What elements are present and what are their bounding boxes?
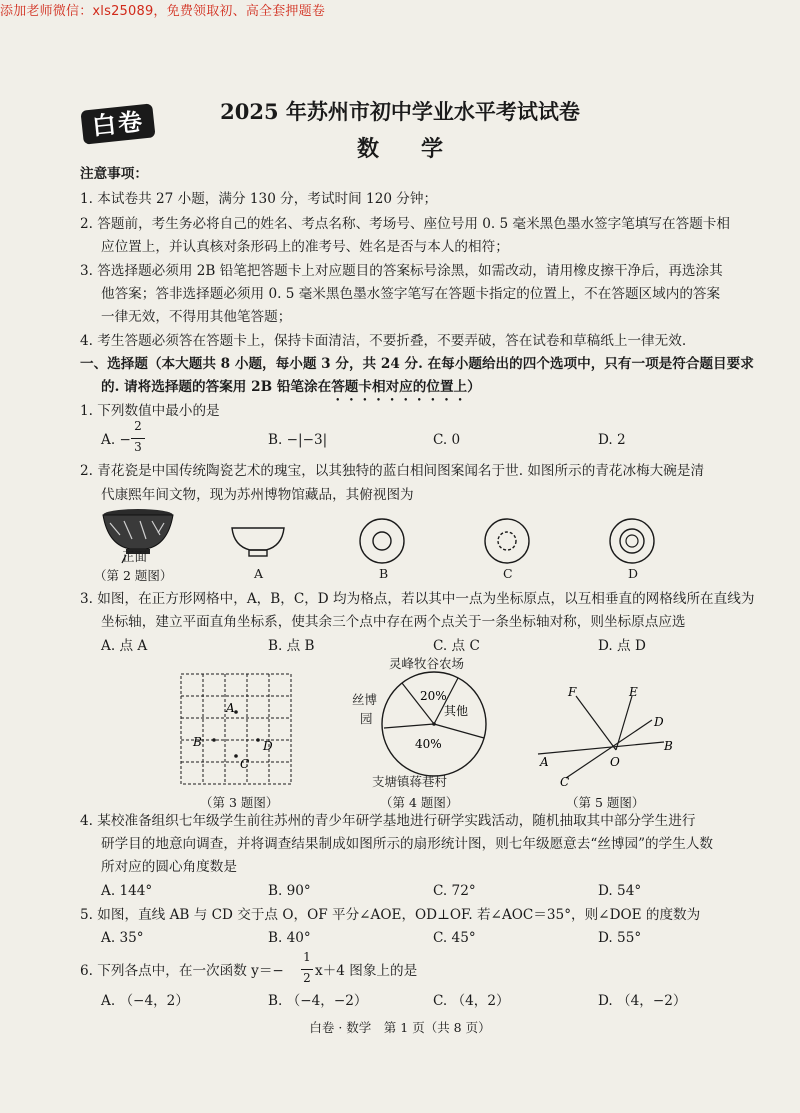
q4-stem: 研学目的地意向调查，并将调查结果制成如图所示的扇形统计图，则七年级愿意去“丝博园”的学生人数 (101, 836, 714, 852)
q4-option-d: D. 54° (598, 883, 642, 899)
bowl-side-foot (249, 550, 267, 556)
q4-stem: 所对应的圆心角度数是 (101, 859, 237, 875)
q2-stem: 2. 青花瓷是中国传统陶瓷艺术的瑰宝，以其独特的蓝白相间图案闻名于世. 如图所示的青花冰梅大碗是清 (80, 463, 705, 479)
view-a-drawing (228, 522, 288, 562)
q2-figure-caption: （第 2 题图） (94, 568, 173, 583)
exam-subject: 数学 (356, 136, 485, 162)
point-b-label: B (664, 739, 673, 753)
grid-point-a (234, 710, 238, 714)
note-line: 他答案；答非选择题必须用 0. 5 毫米黑色墨水签字笔写在答题卡指定的位置上，不在答题区域内的答案 (101, 286, 721, 302)
view-c-drawing (482, 516, 532, 566)
pie-pct-bottom: 40% (415, 737, 442, 751)
ray-oe (616, 696, 632, 750)
pie-divider (384, 724, 434, 728)
note-line: 2. 答题前，考生务必将自己的姓名、考点名称、考场号、座位号用 0. 5 毫米黑色墨水签字笔填写在答题卡相 (80, 216, 730, 232)
q5-angle-figure (538, 685, 678, 789)
q5-figure-caption: （第 5 题图） (566, 795, 645, 810)
q5-option-c: C. 45° (433, 930, 476, 946)
q1-option-c: C. 0 (433, 432, 461, 448)
pie-label-left-2: 园 (360, 711, 373, 726)
q4-option-c: C. 72° (433, 883, 476, 899)
q1-option-b: B. −|−3| (268, 432, 328, 448)
fraction-bar (301, 969, 313, 970)
section-heading-part: ） (467, 379, 481, 395)
view-b-drawing (357, 516, 407, 566)
q2-stem: 代康熙年间文物，现为苏州博物馆藏品，其俯视图为 (101, 487, 414, 503)
q4-option-a: A. 144° (101, 883, 153, 899)
q6-option-b: B. （−4，−2） (268, 993, 368, 1009)
q5-option-b: B. 40° (268, 930, 311, 946)
grid-point-d (256, 738, 260, 742)
q6-fraction-denominator: 2 (303, 971, 311, 985)
exam-title: 2025 年苏州市初中学业水平考试试卷 (220, 99, 580, 124)
note-line: 一律无效，不得用其他笔答题； (101, 309, 292, 325)
q1-option-a-prefix: A. − (101, 432, 131, 448)
q3-option-d: D. 点 D (598, 638, 646, 654)
q3-option-b: B. 点 B (268, 638, 315, 654)
pie-label-bottom: 支塘镇蒋巷村 (372, 774, 448, 789)
page-footer: 白卷 · 数学 第 1 页（共 8 页） (309, 1020, 491, 1035)
section-heading-line2 (101, 378, 481, 404)
inner-small-circle (626, 535, 638, 547)
q6-option-d: D. （4，−2） (598, 993, 687, 1009)
q6-stem-part2: x＋4 图象上的是 (315, 963, 418, 979)
ray-of (576, 696, 616, 750)
grid-label-b: B (193, 735, 202, 749)
q3-option-a: A. 点 A (101, 638, 148, 654)
outer-circle (360, 519, 404, 563)
notes-heading: 注意事项： (80, 166, 148, 182)
bowl-body (103, 515, 173, 549)
outer-circle (485, 519, 529, 563)
q4-stem: 4. 某校准备组织七年级学生前往苏州的青少年研学基地进行研学实践活动，随机抽取其中部分学生进行 (80, 813, 696, 829)
point-a-label: A (540, 755, 549, 769)
pie-label-right: 其他 (444, 704, 469, 718)
grid-label-d: D (263, 739, 273, 753)
grid-point-b (212, 738, 216, 742)
q6-fraction-numerator: 1 (303, 950, 311, 964)
watermark-text: 添加老师微信：xls25089，免费领取初、高全套押题卷 (0, 4, 326, 19)
paper-badge: 白卷 (80, 103, 155, 144)
q2-label-c: C (503, 566, 513, 581)
q3-figure-caption: （第 3 题图） (200, 795, 279, 810)
inner-circle (620, 529, 644, 553)
pie-label-left: 丝博 (352, 692, 378, 707)
point-d-label: D (654, 715, 664, 729)
point-f-label: F (568, 685, 577, 699)
note-line: 应位置上，并认真核对条形码上的准考号、姓名是否与本人的相符； (101, 239, 509, 255)
section-heading: 一、选择题（本大题共 8 小题，每小题 3 分，共 24 分. 在每小题给出的四个选项中，只有一项是符合题目要求 (80, 356, 754, 372)
q4-option-b: B. 90° (268, 883, 311, 899)
point-o-label: O (610, 755, 620, 769)
q2-label-d: D (628, 566, 639, 581)
q1-stem: 1. 下列数值中最小的是 (80, 403, 220, 419)
note-line: 1. 本试卷共 27 小题，满分 130 分，考试时间 120 分钟； (80, 191, 438, 207)
q3-stem: 坐标轴，建立平面直角坐标系，使其余三个点中存在两个点关于一条坐标轴对称，则坐标原点应选 (101, 614, 686, 630)
line-cd (566, 720, 652, 778)
grid-label-a: A (226, 701, 235, 715)
q1-option-a-numerator: 2 (134, 419, 142, 433)
inner-circle (373, 532, 391, 550)
q3-stem: 3. 如图，在正方形网格中，A，B，C，D 均为格点，若以其中一点为坐标原点，以互相垂直的网格线所在直线为 (80, 591, 755, 607)
view-d-drawing (607, 516, 657, 566)
bowl-side-outline (232, 528, 284, 550)
q1-option-d: D. 2 (598, 432, 626, 448)
inner-dashed-circle (498, 532, 516, 550)
q5-option-a: A. 35° (101, 930, 144, 946)
section-heading-part: 的. 请将选择题的答案用 2B 铅笔涂在 (101, 379, 332, 395)
q5-option-d: D. 55° (598, 930, 642, 946)
outer-circle (610, 519, 654, 563)
q4-figure-caption: （第 4 题图） (380, 795, 459, 810)
q6-option-a: A. （−4，2） (101, 993, 189, 1009)
point-c-label: C (560, 775, 570, 789)
q4-pie-chart (380, 670, 490, 780)
section-heading-emphasis: 答题卡相对应的位置上 (331, 379, 468, 395)
q6-stem-part1: 6. 下列各点中，在一次函数 y＝− (80, 963, 284, 979)
grid-point-c (234, 754, 238, 758)
fraction-bar (131, 438, 145, 439)
pie-divider (434, 724, 484, 738)
q5-stem: 5. 如图，直线 AB 与 CD 交于点 O，OF 平分∠AOE，OD⊥OF. 若∠AOC＝35°，则∠DOE 的度数为 (80, 907, 701, 923)
grid-lines (181, 674, 291, 784)
q3-grid-figure (181, 674, 293, 786)
line-ab (538, 742, 664, 754)
note-line: 4. 考生答题必须答在答题卡上，保持卡面清洁，不要折叠，不要弄破，答在试卷和草稿纸上一律无效. (80, 333, 687, 349)
q2-front-label: 正面 (122, 549, 148, 564)
q6-option-c: C. （4，2） (433, 993, 510, 1009)
point-e-label: E (629, 685, 638, 699)
pie-pct-top: 20% (420, 689, 447, 703)
q3-option-c: C. 点 C (433, 638, 480, 654)
pie-center (432, 722, 436, 726)
pie-label-top: 灵峰牧谷农场 (389, 656, 465, 671)
grid-label-c: C (240, 757, 250, 771)
q2-label-a: A (254, 566, 264, 581)
q1-option-a-denominator: 3 (134, 440, 142, 454)
q2-label-b: B (379, 566, 389, 581)
note-line: 3. 答选择题必须用 2B 铅笔把答题卡上对应题目的答案标号涂黑，如需改动，请用橡皮擦干净后，再选涂其 (80, 263, 723, 279)
